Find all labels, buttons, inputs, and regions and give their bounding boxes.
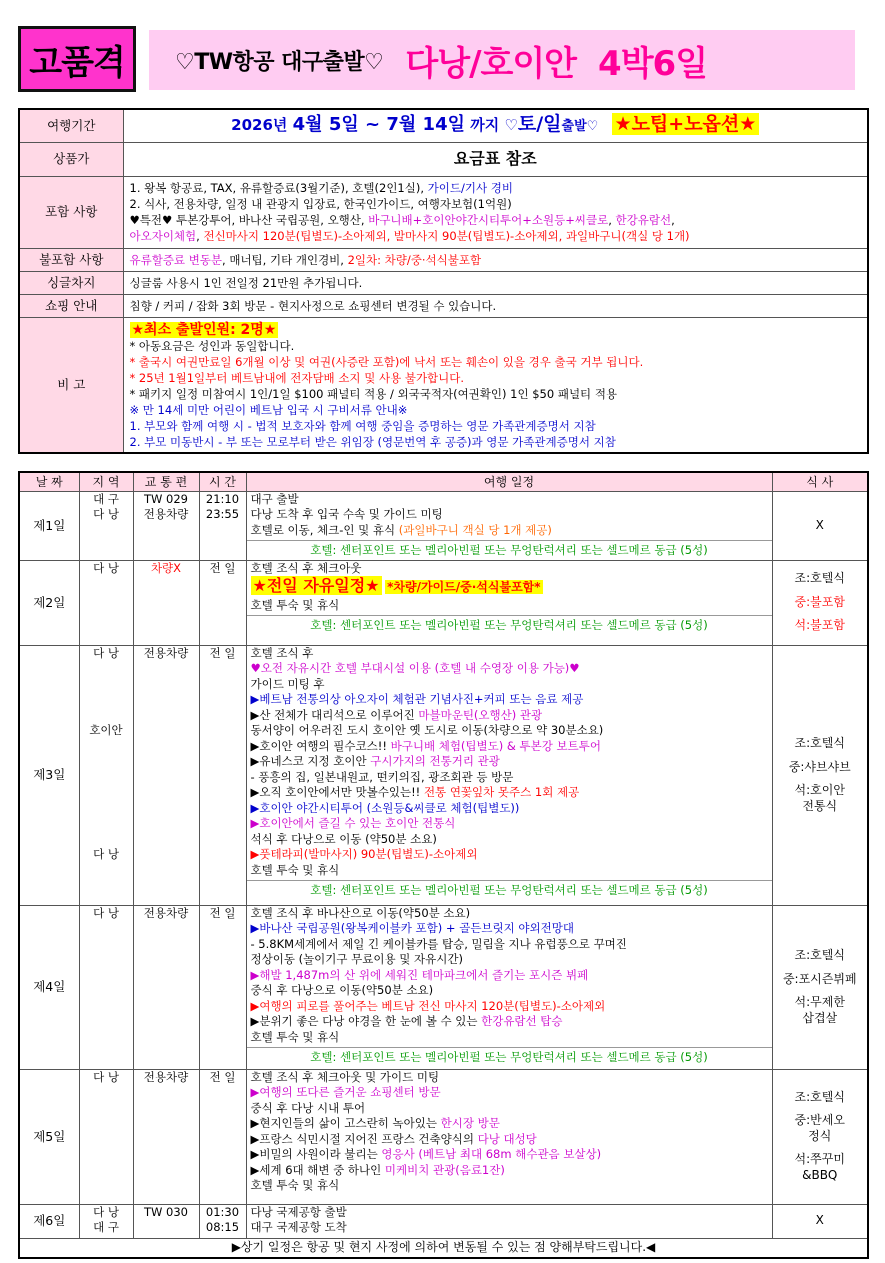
schedule-line: ▶여행의 피로를 풀어주는 베트남 전신 마사지 120분(팁별도)-소아제외 (250, 998, 606, 1013)
schedule-line: 호텔 투숙 및 휴식 (250, 862, 340, 877)
day-label: 제3일 (19, 645, 79, 905)
schedule-highlight: 한시장 방문 (440, 1116, 500, 1130)
schedule-line: ▶베트남 전통의상 아오자이 체험관 기념사진+커피 또는 음료 제공 (250, 692, 584, 706)
transport: 전용차량 (133, 645, 199, 905)
region: 다 낭 (79, 560, 133, 645)
region: 다 낭 (79, 905, 133, 1069)
excl-text: , 매너팁, 기타 개인경비, (222, 252, 348, 267)
region: 다 낭 (93, 645, 119, 660)
price-label: 상품가 (19, 142, 123, 176)
schedule-line: 동서양이 어우러진 도시 호이안 옛 도시로 이동(차량으로 약 30분소요) (250, 723, 604, 737)
meal-item: &BBQ (802, 1167, 838, 1182)
meal-cell: X (772, 1204, 868, 1238)
schedule-line: ▶풋테라피(발마사지) 90분(팁별도)-소아제외 (250, 847, 478, 861)
included-label: 포함 사항 (19, 176, 123, 248)
period-value (123, 109, 868, 142)
schedule-line: 호텔 조식 후 체크아웃 (250, 560, 362, 575)
included-row (19, 176, 868, 248)
title-bar (149, 30, 855, 90)
meal-cell: X (772, 491, 868, 560)
region: 호이안 (89, 723, 123, 737)
included-value (123, 176, 868, 248)
schedule-line: 호텔로 이동, 체크-인 및 휴식 (250, 522, 399, 537)
price-row (19, 142, 868, 176)
schedule-line: 가이드 미팅 후 (250, 676, 325, 691)
destination-title: 다낭/호이안 (405, 43, 577, 84)
schedule-highlight: 전통 연꽃잎차 못주스 1회 제공 (423, 785, 580, 799)
schedule-highlight: 바구니배 체험(팁별도) & 투본강 보트투어 (390, 738, 601, 753)
schedule-line: ▶호이안 여행의 필수코스!! (250, 738, 391, 753)
schedule-line: ▶바나산 국립공원(왕복케이블카 포함) + 골든브릿지 야외전망대 (250, 921, 574, 935)
itinerary-table (18, 471, 869, 1259)
page-header (18, 26, 868, 92)
day-label: 제2일 (19, 560, 79, 645)
transport: TW 030 (133, 1204, 199, 1238)
schedule-line: ▶현지인들의 삶이 고스란히 녹아있는 (250, 1116, 441, 1130)
duration-title: 4박6일 (598, 43, 708, 84)
schedule-line: ▶유네스코 지정 호이안 (250, 754, 371, 768)
schedule-line: 호텔 투숙 및 휴식 (250, 597, 340, 612)
incl-text: , (608, 213, 616, 227)
day-label: 제1일 (19, 491, 79, 560)
itinerary-footer-note: ▶상기 일정은 항공 및 현지 사정에 의하여 변동될 수 있는 점 양해부탁드립니다.◀ (19, 1238, 868, 1258)
region: 다 낭 (79, 1069, 133, 1204)
single-charge-row (19, 271, 868, 294)
airline-title: ♡TW항공 대구출발♡ (175, 49, 384, 75)
remark-line: * 아동요금은 성인과 동일합니다. (129, 338, 295, 353)
day-label: 제4일 (19, 905, 79, 1069)
schedule-line: 중식 후 다낭으로 이동(약50분 소요) (250, 983, 434, 997)
period-dep: 출발♡ (561, 119, 599, 135)
schedule-cell (246, 1204, 772, 1238)
region: 다 낭 (93, 1204, 119, 1219)
day-row-6 (19, 1204, 868, 1238)
day-row-2 (19, 560, 868, 645)
min-pax-badge: ★최소 출발인원: 2명★ (131, 321, 277, 338)
incl-text: ♥특전♥ 투본강투어, 바나산 국립공원, 오행산, (129, 213, 369, 227)
schedule-line: 석식 후 다낭으로 이동 (약50분 소요) (250, 831, 437, 846)
shopping-row (19, 294, 868, 317)
remarks-label: 비 고 (19, 317, 123, 453)
region: 다 낭 (93, 846, 119, 861)
col-header-region: 지 역 (79, 472, 133, 491)
incl-text: 한강유람선 (615, 213, 672, 227)
schedule-line: ▶여행의 또다른 즐거운 쇼핑센터 방문 (250, 1085, 441, 1099)
transport: 전용차량 (133, 905, 199, 1069)
incl-text: 가이드/기사 경비 (427, 181, 513, 195)
transport-cell (133, 491, 199, 560)
time: 전 일 (199, 1069, 246, 1204)
hotel-line: 호텔: 센터포인트 또는 멜리아빈펄 또는 무엉탄럭셔리 또는 셀드메르 동급 (5성) (247, 1047, 772, 1065)
product-info-table (18, 108, 869, 454)
meal-item: 정식 (808, 1128, 832, 1143)
day-label: 제5일 (19, 1069, 79, 1204)
remarks-row (19, 317, 868, 453)
incl-text: 전신마사지 120분(팁별도)-소아제외, 발마사지 90분(팁별도)-소아제외, 과일바구니(객실 당 1개) (203, 229, 690, 243)
incl-text: , (671, 213, 675, 227)
time: 01:30 (205, 1204, 240, 1219)
meal-item: 전통식 (802, 798, 838, 813)
schedule-line: 호텔 투숙 및 휴식 (250, 1178, 340, 1192)
transport: 차량X (133, 560, 199, 645)
schedule-line: ♥오전 자유시간 호텔 부대시설 이용 (호텔 내 수영장 이용 가능)♥ (250, 661, 580, 675)
time: 전 일 (199, 560, 246, 645)
hotel-line: 호텔: 센터포인트 또는 멜리아빈펄 또는 무엉탄럭셔리 또는 셀드메르 동급 (5성) (247, 540, 772, 558)
schedule-cell (246, 491, 772, 560)
schedule-line: ▶산 전체가 대리석으로 이루어진 (250, 707, 419, 722)
time: 전 일 (199, 645, 246, 905)
schedule-highlight: 마블마운틴(오행산) 관광 (418, 707, 543, 722)
meal-cell (772, 560, 868, 645)
schedule-highlight: 미케비치 관광(음료1잔) (384, 1162, 505, 1177)
schedule-highlight: 한강유람선 탑승 (481, 1014, 563, 1028)
meal-item: 삽겹살 (802, 1010, 838, 1025)
time: 21:10 (205, 491, 240, 506)
day-label: 제6일 (19, 1204, 79, 1238)
schedule-line: 호텔 조식 후 체크아웃 및 가이드 미팅 (250, 1069, 440, 1084)
single-label: 싱글차지 (19, 271, 123, 294)
remark-line: 1. 부모와 함께 여행 시 - 법적 보호자와 함께 여행 중임을 증명하는 영문 가족관계증명서 지참 (129, 418, 596, 433)
incl-text: , (196, 229, 204, 243)
excl-text: 유류할증료 변동분 (129, 252, 223, 267)
schedule-line: ▶분위기 좋은 다낭 야경을 한 눈에 볼 수 있는 (250, 1014, 482, 1028)
day-row-1 (19, 491, 868, 560)
hotel-line: 호텔: 센터포인트 또는 멜리아빈펄 또는 무엉탄럭셔리 또는 셀드메르 동급 (5성) (247, 615, 772, 633)
footer-row (19, 1238, 868, 1258)
period-label: 여행기간 (19, 109, 123, 142)
remark-line: * 25년 1월1일부터 베트남내에 전자담배 소지 및 사용 불가합니다. (129, 370, 465, 385)
remark-line: * 패키지 일정 미참여시 1인/1일 $100 패널티 적용 / 외국국적자(여권확인) 1인 $50 패널티 적용 (129, 386, 618, 401)
meal-item: 석:불포함 (794, 618, 845, 633)
time: 전 일 (199, 905, 246, 1069)
schedule-line: ▶오직 호이안에서만 맛볼수있는!! (250, 785, 424, 799)
schedule-line: 대구 출발 (250, 491, 299, 506)
schedule-highlight: 다낭 대성당 (477, 1131, 537, 1146)
meal-item: 석:무제한 (794, 995, 845, 1009)
excl-text: 2일차: 차량/중·석식불포함 (347, 252, 482, 267)
time: 08:15 (205, 1220, 240, 1234)
shopping-label: 쇼핑 안내 (19, 294, 123, 317)
meal-item: 중:샤브샤브 (788, 759, 851, 774)
period-days: 토/일 (517, 113, 562, 136)
free-day-note: *차량/가이드/중·석식불포함* (387, 580, 541, 594)
schedule-highlight: 영응사 (베트남 최대 68m 해수관음 보살상) (381, 1147, 602, 1161)
day-row-5 (19, 1069, 868, 1204)
incl-text: 1. 왕복 항공료, TAX, 유류할증료(3월기준), 호텔(2인1실), (129, 181, 428, 195)
single-value: 싱글룸 사용시 1인 전일정 21만원 추가됩니다. (123, 271, 868, 294)
schedule-line: 다낭 국제공항 출발 (250, 1204, 347, 1219)
shopping-value: 침향 / 커피 / 잡화 3회 방문 - 현지사정으로 쇼핑센터 변경될 수 있습니다. (123, 294, 868, 317)
schedule-cell (246, 645, 772, 905)
transport: 전용차량 (133, 1069, 199, 1204)
meal-item: 중:불포함 (794, 594, 845, 609)
schedule-line: 정상이동 (놀이기구 무료이용 및 자유시간) (250, 952, 463, 966)
meal-item: 중:포시즌뷔페 (782, 971, 857, 986)
meal-cell (772, 1069, 868, 1204)
col-header-date: 날 짜 (19, 472, 79, 491)
day-row-4 (19, 905, 868, 1069)
meal-item: 조:호텔식 (794, 571, 845, 586)
period-until: 까지 ♡ (470, 116, 518, 135)
period-dates: 4월 5일 ~ 7월 14일 (292, 114, 465, 136)
schedule-line: ▶호이안 야간시티투어 (소원등&씨클로 체험(팁별도)) (250, 800, 520, 815)
col-header-time: 시 간 (199, 472, 246, 491)
region-cell (79, 491, 133, 560)
remark-line: 2. 부모 미동반시 - 부 또는 모로부터 받은 위임장 (영문번역 후 공증)과 영문 가족관계증명서 지참 (129, 434, 616, 449)
region-cell (79, 1204, 133, 1238)
incl-text: 2. 식사, 전용차량, 일정 내 관광지 입장료, 한국인가이드, 여행자보험(1억원) (129, 197, 512, 211)
excluded-row (19, 248, 868, 271)
schedule-line: 호텔 조식 후 바나산으로 이동(약50분 소요) (250, 905, 471, 920)
region-cell (79, 645, 133, 905)
schedule-line: ▶비밀의 사원이라 불리는 (250, 1147, 382, 1161)
day-row-3 (19, 645, 868, 905)
schedule-line: ▶프랑스 식민시절 지어진 프랑스 건축양식의 (250, 1131, 478, 1146)
itinerary-header-row (19, 472, 868, 491)
excluded-value (123, 248, 868, 271)
schedule-line: 대구 국제공항 도착 (250, 1220, 347, 1234)
free-day-badge: ★전일 자유일정★ (252, 576, 380, 595)
period-row (19, 109, 868, 142)
remark-line: * 출국시 여권만료일 6개월 이상 및 여권(사증란 포함)에 낙서 또는 훼손이 있을 경우 출국 거부 됩니다. (129, 354, 644, 369)
time-cell (199, 1204, 246, 1238)
schedule-cell (246, 905, 772, 1069)
schedule-line: ▶세계 6대 해변 중 하나인 (250, 1162, 385, 1177)
schedule-line: 호텔 투숙 및 휴식 (250, 1029, 340, 1044)
excluded-label: 불포함 사항 (19, 248, 123, 271)
remarks-value (123, 317, 868, 453)
transport: 전용차량 (143, 507, 189, 521)
schedule-cell (246, 1069, 772, 1204)
col-header-meal: 식 사 (772, 472, 868, 491)
col-header-transport: 교 통 편 (133, 472, 199, 491)
meal-cell (772, 645, 868, 905)
region: 대 구 (93, 1220, 119, 1234)
schedule-line: - 5.8KM세계에서 제일 긴 케이블카를 탑승, 밀림을 지나 유럽풍으로 꾸며진 (250, 936, 627, 951)
schedule-line: 호텔 조식 후 (250, 645, 314, 660)
meal-item: 중:반세오 (794, 1113, 845, 1128)
region: 대 구 (93, 491, 119, 506)
grade-badge: 고품격 (18, 26, 136, 92)
col-header-schedule: 여행 일정 (246, 472, 772, 491)
no-tip-badge: ★노팁+노옵션★ (612, 113, 760, 135)
price-value: 요금표 참조 (123, 142, 868, 176)
schedule-line: 다낭 도착 후 입국 수속 및 가이드 미팅 (250, 507, 443, 521)
incl-text: 아오자이체험 (129, 229, 197, 243)
schedule-line: - 풍흥의 집, 일본내원교, 떤키의집, 광조회관 등 방문 (250, 769, 514, 784)
schedule-line: ▶해발 1,487m의 산 위에 세워진 테마파크에서 즐기는 포시즌 뷔페 (250, 967, 589, 982)
schedule-line: 중식 후 다낭 시내 투어 (250, 1100, 366, 1115)
schedule-highlight: 구시가지의 전통거리 관광 (370, 754, 500, 768)
meal-item: 조:호텔식 (794, 948, 845, 962)
fruit-basket-note: (과일바구니 객실 당 1개 제공) (398, 522, 552, 537)
meal-item: 조:호텔식 (794, 1089, 845, 1104)
transport: TW 029 (143, 491, 188, 506)
meal-cell (772, 905, 868, 1069)
incl-text: 바구니배+호이안야간시티투어+소원등+씨클로 (368, 213, 609, 227)
schedule-cell (246, 560, 772, 645)
time-cell (199, 491, 246, 560)
meal-item: 석:쭈꾸미 (794, 1152, 845, 1167)
time: 23:55 (205, 507, 240, 521)
hotel-line: 호텔: 센터포인트 또는 멜리아빈펄 또는 무엉탄럭셔리 또는 셀드메르 동급 (5성) (247, 880, 772, 898)
region: 다 낭 (93, 507, 119, 521)
remark-line: ※ 만 14세 미만 어린이 베트남 입국 시 구비서류 안내※ (129, 402, 408, 417)
schedule-line: ▶호이안에서 즐길 수 있는 호이안 전통식 (250, 816, 456, 830)
meal-item: 조:호텔식 (794, 736, 845, 750)
period-year: 2026년 (231, 116, 288, 135)
meal-item: 석:호이안 (794, 783, 845, 797)
